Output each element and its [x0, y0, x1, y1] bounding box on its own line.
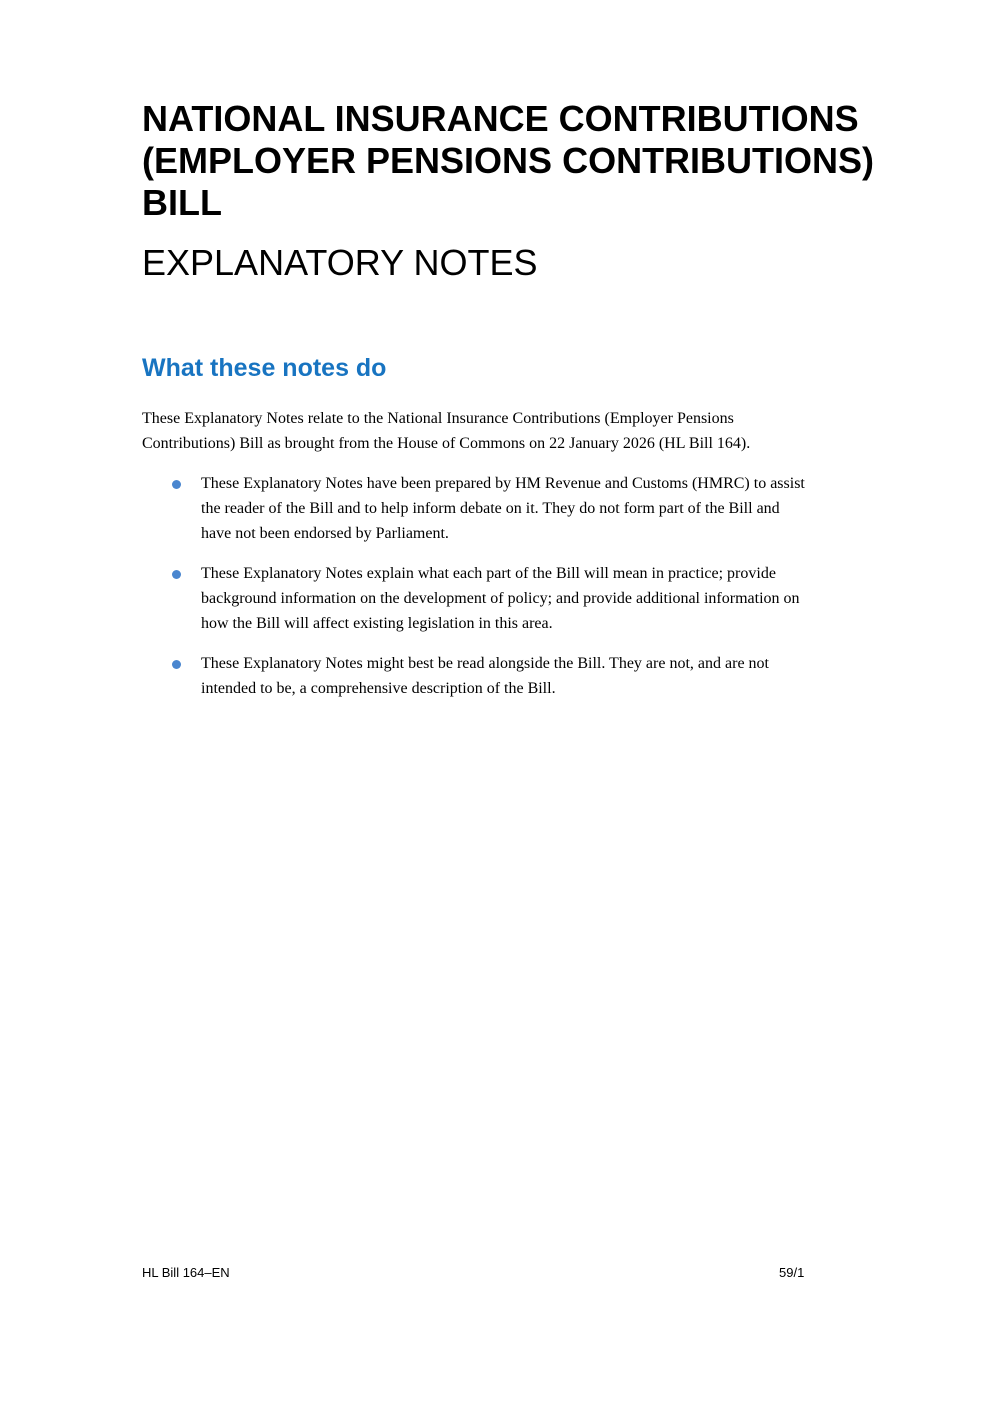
bullet-line: These Explanatory Notes have been prepared by HM Revenue and Customs (HMRC) to assist: [201, 475, 805, 492]
footer-bill-reference: HL Bill 164–EN: [142, 1265, 230, 1280]
footer-page-number: 59/1: [779, 1265, 805, 1280]
document-title-line: BILL: [142, 182, 222, 223]
intro-line: Contributions) Bill as brought from the House of Commons on 22 January 2026 (HL Bill 164).: [142, 435, 751, 452]
bullet-line: intended to be, a comprehensive description of the Bill.: [201, 680, 556, 697]
section-heading: What these notes do: [142, 354, 387, 382]
document-title-line: (EMPLOYER PENSIONS CONTRIBUTIONS): [142, 140, 875, 181]
bullet-line: how the Bill will affect existing legislation in this area.: [201, 615, 553, 632]
bullet-item: [142, 561, 922, 636]
bullet-line: the reader of the Bill and to help inform debate on it. They do not form part of the Bill and: [201, 500, 780, 517]
intro-line: These Explanatory Notes relate to the National Insurance Contributions (Employer Pensions: [142, 410, 734, 427]
bullet-line: background information on the development of policy; and provide additional information on: [201, 590, 800, 607]
bullet-item: [142, 651, 922, 701]
document-subtitle: EXPLANATORY NOTES: [142, 242, 538, 283]
bullet-text: [201, 561, 922, 636]
document-title-line: NATIONAL INSURANCE CONTRIBUTIONS: [142, 98, 859, 139]
bullet-line: have not been endorsed by Parliament.: [201, 525, 449, 542]
bullet-item: [142, 471, 922, 546]
intro-paragraph: [142, 406, 842, 456]
bullet-list: [142, 471, 922, 716]
bullet-text: [201, 651, 922, 701]
bullet-line: These Explanatory Notes might best be read alongside the Bill. They are not, and are not: [201, 655, 769, 672]
bullet-dot-icon: [172, 570, 181, 579]
bullet-line: These Explanatory Notes explain what each part of the Bill will mean in practice; provide: [201, 565, 776, 582]
document-title: [142, 98, 932, 224]
bullet-dot-icon: [172, 660, 181, 669]
bullet-dot-icon: [172, 480, 181, 489]
bullet-text: [201, 471, 922, 546]
